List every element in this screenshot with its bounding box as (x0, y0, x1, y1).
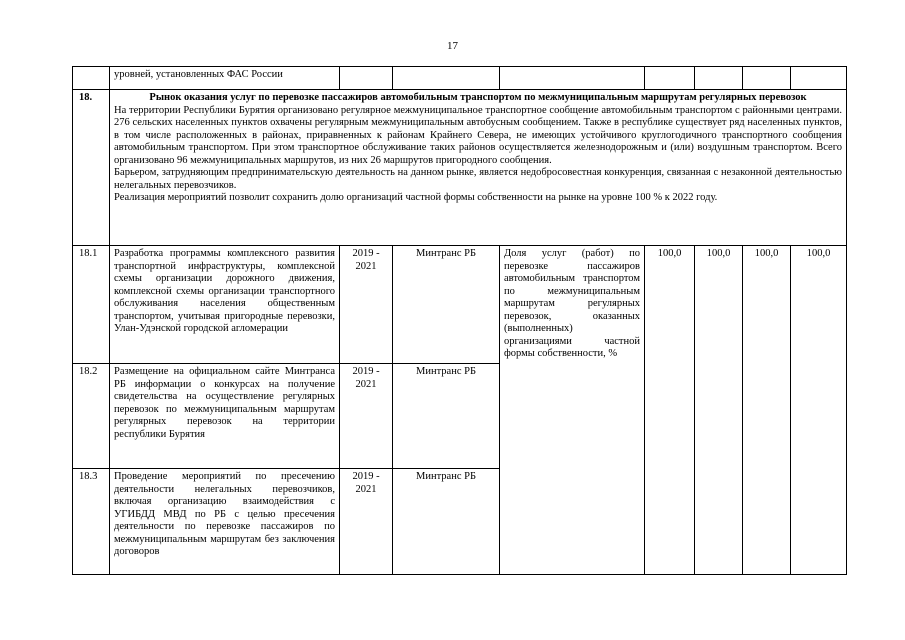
period-text: 2019 - 2021 (340, 364, 393, 469)
period-text: 2019 - 2021 (340, 469, 393, 575)
section-paragraph: На территории Республики Бурятия организовано регулярное межмуниципальное транспортное сообщение автомобильным транспортом с районными центрами. 276 сельских населенных пунктов охвачены регулярным межмуниципальным автобусным сообщением. Также в республике существует ряд населенных пунктов, в том числе расположенных в районах, приравненных к районам Крайнего Севера, не имеющих устойчивого круглогодичного транспортного сообщения автомобильным транспортом. При этом транспортное обслуживание таких районов осуществляется железнодорожным и (или) воздушным транспортом. Всего организовано 96 межмуниципальных маршрутов, из них 26 маршрутов пригородного сообщения. (114, 104, 842, 166)
responsible-text: Минтранс РБ (393, 246, 500, 364)
section-paragraph: Реализация мероприятий позволит сохранить долю организаций частной формы собственности на рынке на уровне 100 % к 2022 году. (114, 192, 718, 203)
indicator-text: Доля услуг (работ) по перевозке пассажиров автомобильным транспортом по межмуниципальным маршрутам регулярных перевозок, оказанных (выполненных) организациями частной формы собственности, % (500, 246, 645, 575)
empty-cell (743, 67, 791, 90)
responsible-text: Минтранс РБ (393, 364, 500, 469)
empty-cell (393, 67, 500, 90)
row-number: 18.2 (73, 364, 110, 469)
value-cell: 100,0 (695, 246, 743, 575)
empty-cell (695, 67, 743, 90)
period-text: 2019 - 2021 (340, 246, 393, 364)
measure-text: Проведение мероприятий по пресечению деятельности нелегальных перевозчиков, включая организацию взаимодействия с УГИБДД МВД по РБ с целью пресечения деятельности по перевозке пассажиров по межмуниципальным маршрутам без заключения договоров (110, 469, 340, 575)
empty-cell (645, 67, 695, 90)
row-number: 18.1 (73, 246, 110, 364)
value-cell: 100,0 (645, 246, 695, 575)
section-title: Рынок оказания услуг по перевозке пассажиров автомобильным транспортом по межмуниципальным маршрутам регулярных перевозок (149, 92, 807, 103)
section-number: 18. (73, 90, 110, 246)
page-number: 17 (447, 40, 458, 52)
empty-num-cell (73, 67, 110, 90)
responsible-text: Минтранс РБ (393, 469, 500, 575)
empty-cell (340, 67, 393, 90)
empty-cell (791, 67, 847, 90)
continuation-text: уровней, установленных ФАС России (110, 67, 340, 90)
empty-cell (500, 67, 645, 90)
measure-text: Разработка программы комплексного развития транспортной инфраструктуры, комплексной схемы организации дорожного движения, комплексной схемы организации транспортного обслуживания населения общественным транспортом, учитывая пригородные перевозки, Улан-Удэнской городской агломерации (110, 246, 340, 364)
measure-text: Размещение на официальном сайте Минтранса РБ информации о конкурсах на получение свидетельства на осуществление регулярных перевозок по межмуниципальным маршрутам регулярных перевозок на территории республики Бурятия (110, 364, 340, 469)
section-body (110, 90, 847, 246)
measures-table (72, 66, 847, 575)
row-number: 18.3 (73, 469, 110, 575)
value-cell: 100,0 (743, 246, 791, 575)
table-row (73, 246, 847, 364)
section-row (73, 90, 847, 246)
continuation-row (73, 67, 847, 90)
value-cell: 100,0 (791, 246, 847, 575)
section-paragraph: Барьером, затрудняющим предпринимательскую деятельность на данном рынке, является недобросовестная конкуренция, связанная с незаконной деятельностью нелегальных перевозчиков. (114, 167, 842, 191)
